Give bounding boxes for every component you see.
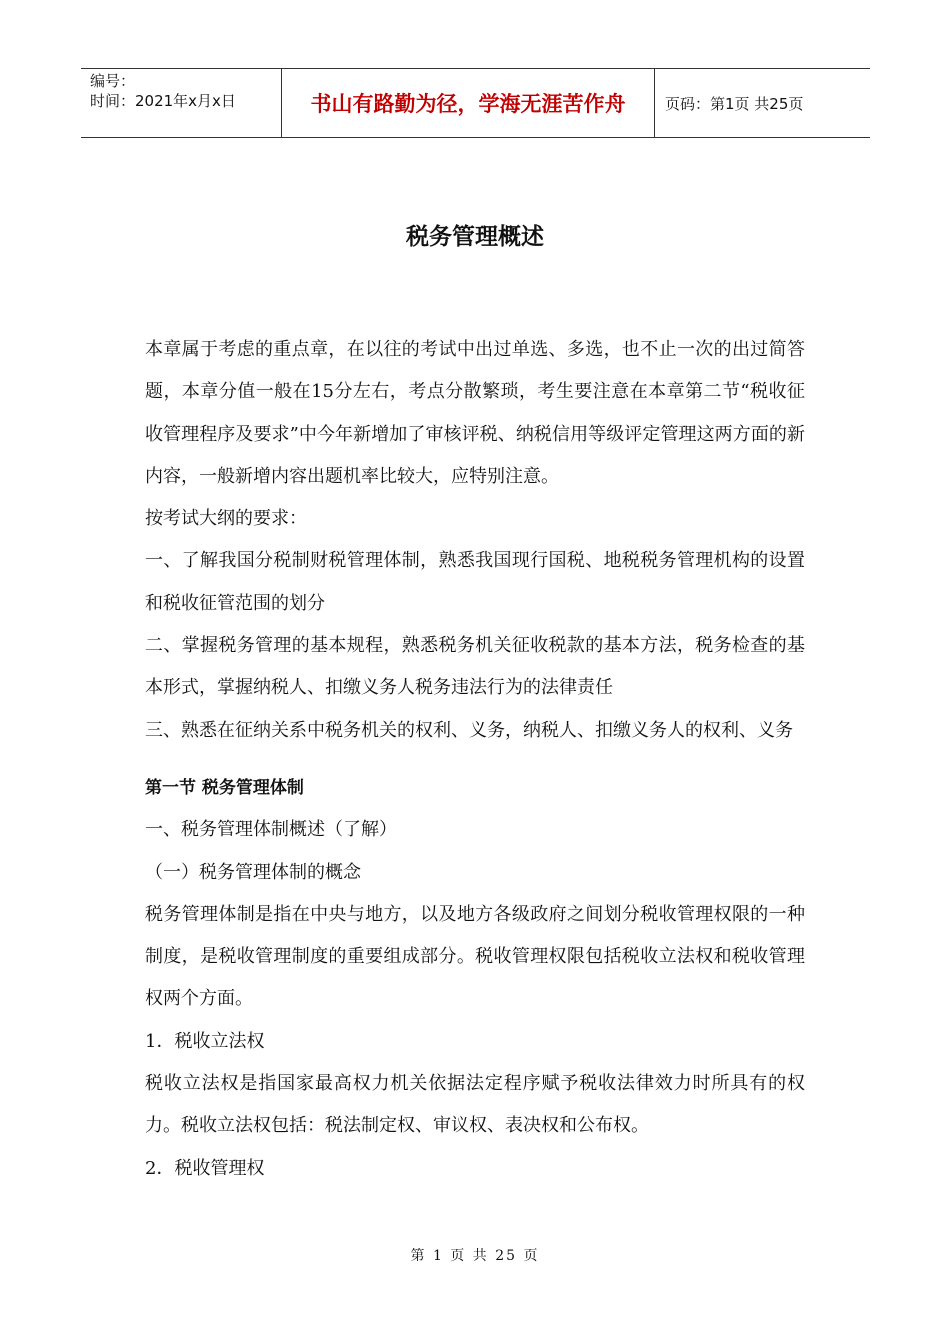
paragraph-requirement-2: 二、掌握税务管理的基本规程，熟悉税务机关征收税款的基本方法，税务检查的基本形式，掌握纳税人、扣缴义务人税务违法行为的法律责任: [145, 635, 805, 699]
paragraph-intro: 本章属于考虑的重点章，在以往的考试中出过单选、多选，也不止一次的出过简答题，本章分值一般在15分左右，考点分散繁琐，考生要注意在本章第二节“税收征收管理程序及要求”中今年新增加了审核评税、纳税信用等级评定管理这两方面的新内容，一般新增内容出题机率比较大，应特别注意。: [145, 339, 805, 487]
paragraph-requirement-3: 三、熟悉在征纳关系中税务机关的权利、义务，纳税人、扣缴义务人的权利、义务: [145, 719, 793, 741]
header-table: [81, 68, 870, 138]
subheading-concept: （一）税务管理体制的概念: [145, 861, 361, 883]
paragraph-legislative-power: 税收立法权是指国家最高权力机关依据法定程序赋予税收法律效力时所具有的权力。税收立法权包括：税法制定权、审议权、表决权和公布权。: [145, 1073, 805, 1137]
section-heading: 第一节 税务管理体制: [145, 777, 304, 798]
subheading-overview: 一、税务管理体制概述（了解）: [145, 819, 397, 841]
header-meta-cell: [81, 69, 282, 137]
header-page-cell: [655, 69, 870, 137]
page-code: 页码：第1页 共25页: [665, 94, 804, 113]
paragraph-definition: 税务管理体制是指在中央与地方，以及地方各级政府之间划分税收管理权限的一种制度，是税收管理制度的重要组成部分。税收管理权限包括税收立法权和税收管理权两个方面。: [145, 903, 805, 1010]
number-label: 编号：: [90, 72, 136, 90]
motto-text: 书山有路勤为径，学海无涯苦作舟: [310, 92, 626, 116]
paragraph-requirement-1: 一、了解我国分税制财税管理体制，熟悉我国现行国税、地税税务管理机构的设置和税收征管范围的划分: [145, 550, 805, 614]
header-motto-cell: [282, 69, 655, 137]
date-label: 时间：2021年x月x日: [90, 92, 236, 110]
page-footer: 第 1 页 共 25 页: [410, 1248, 540, 1264]
document-body: [145, 329, 805, 1190]
subheading-management-power: 2．税收管理权: [145, 1157, 265, 1179]
paragraph-syllabus: 按考试大纲的要求：: [145, 508, 307, 530]
document-title: 税务管理概述: [406, 224, 544, 250]
subheading-legislative-power: 1．税收立法权: [145, 1030, 265, 1052]
